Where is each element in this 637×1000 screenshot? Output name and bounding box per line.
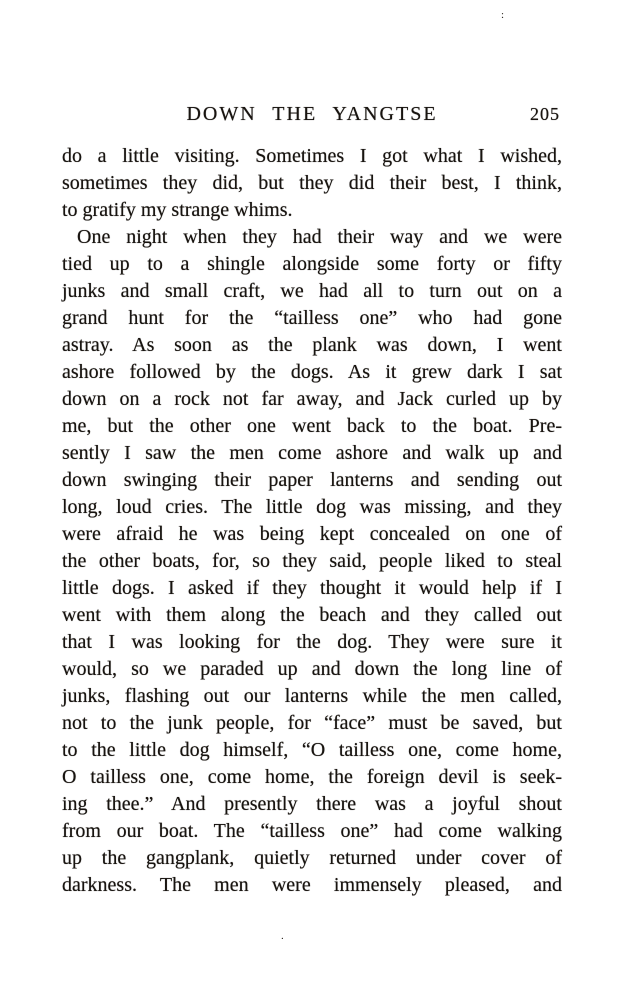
text-line: sently I saw the men come ashore and walk up and: [62, 442, 562, 464]
text-line: little dogs. I asked if they thought it would help if I: [62, 577, 562, 599]
text-line: were afraid he was being kept concealed on one of: [62, 523, 562, 545]
text-line: ing thee.” And presently there was a joyful shout: [62, 793, 562, 815]
text-line: tied up to a shingle alongside some forty or fifty: [62, 253, 562, 275]
text-line: to the little dog himself, “O tailless one, come home,: [62, 739, 562, 761]
scan-speck-bottom: .: [281, 930, 284, 942]
text-line: grand hunt for the “tailless one” who had gone: [62, 307, 562, 329]
text-line: O tailless one, come home, the foreign devil is seek-: [62, 766, 562, 788]
page-body: [62, 143, 562, 899]
text-line: ashore followed by the dogs. As it grew dark I sat: [62, 361, 562, 383]
text-line: down swinging their paper lanterns and sending out: [62, 469, 562, 491]
text-line: me, but the other one went back to the boat. Pre-: [62, 415, 562, 437]
page-title: DOWN THE YANGTSE: [186, 103, 438, 125]
running-header: [62, 103, 562, 131]
text-line: junks, flashing out our lanterns while the men called,: [62, 685, 562, 707]
text-line: not to the junk people, for “face” must be saved, but: [62, 712, 562, 734]
text-line: junks and small craft, we had all to turn out on a: [62, 280, 562, 302]
scan-speck-top: :: [501, 9, 505, 21]
text-line: up the gangplank, quietly returned under cover of: [62, 847, 562, 869]
text-line: to gratify my strange whims.: [62, 199, 293, 221]
page-number: 205: [530, 104, 560, 124]
text-line: long, loud cries. The little dog was missing, and they: [62, 496, 562, 518]
text-line: down on a rock not far away, and Jack curled up by: [62, 388, 562, 410]
text-line: that I was looking for the dog. They were sure it: [62, 631, 562, 653]
text-line: sometimes they did, but they did their best, I think,: [62, 172, 562, 194]
text-line: went with them along the beach and they called out: [62, 604, 562, 626]
text-line: astray. As soon as the plank was down, I went: [62, 334, 562, 356]
text-line: One night when they had their way and we were: [77, 226, 562, 248]
text-line: from our boat. The “tailless one” had come walking: [62, 820, 562, 842]
text-line: would, so we paraded up and down the long line of: [62, 658, 562, 680]
text-block: [62, 103, 562, 896]
text-line: darkness. The men were immensely pleased, and: [62, 874, 562, 896]
text-line: the other boats, for, so they said, people liked to steal: [62, 550, 562, 572]
text-line: do a little visiting. Sometimes I got what I wished,: [62, 145, 562, 167]
